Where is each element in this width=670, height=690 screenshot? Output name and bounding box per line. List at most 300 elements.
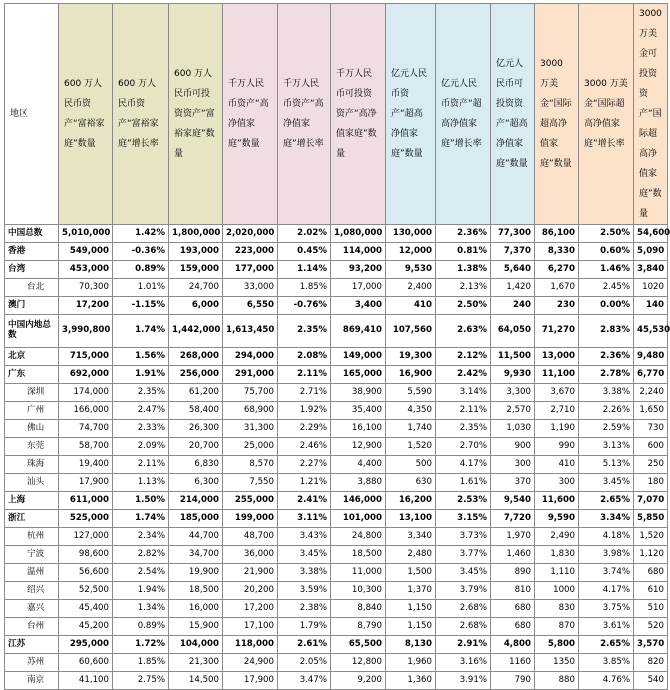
value-cell: 2.02%: [278, 225, 331, 243]
value-cell: 2.46%: [278, 438, 331, 456]
value-cell: 2.68%: [436, 618, 491, 636]
region-cell: 台湾: [5, 261, 59, 279]
region-cell: 广州: [5, 402, 59, 420]
value-cell: 870: [535, 618, 579, 636]
header-cell-region: 地区: [5, 4, 59, 225]
value-cell: 74,700: [59, 420, 113, 438]
value-cell: 3,880: [331, 474, 386, 492]
value-cell: 31,300: [223, 420, 278, 438]
region-cell: 嘉兴: [5, 600, 59, 618]
value-cell: 16,000: [169, 600, 223, 618]
value-cell: 1,613,450: [223, 315, 278, 348]
value-cell: 294,000: [223, 348, 278, 366]
value-cell: 1,740: [386, 420, 436, 438]
header-cell: 3000 万美金“国际超高净值家庭”数量: [535, 4, 579, 225]
value-cell: 3.75%: [579, 600, 634, 618]
value-cell: 71,270: [535, 315, 579, 348]
header-cell: 600 万人民币可投资资产“富裕家庭”数量: [169, 4, 223, 225]
value-cell: 1160: [491, 654, 535, 672]
value-cell: 17,900: [223, 672, 278, 690]
value-cell: 9,530: [386, 261, 436, 279]
value-cell: 14,500: [169, 672, 223, 690]
value-cell: 166,000: [59, 402, 113, 420]
value-cell: 1,960: [386, 654, 436, 672]
value-cell: 2.47%: [113, 402, 169, 420]
region-cell: 绍兴: [5, 582, 59, 600]
value-cell: 34,700: [169, 546, 223, 564]
table-row: [5, 528, 668, 546]
value-cell: 48,700: [223, 528, 278, 546]
value-cell: 6,270: [535, 261, 579, 279]
value-cell: 3.11%: [278, 510, 331, 528]
value-cell: 1.92%: [278, 402, 331, 420]
value-cell: 20,700: [169, 438, 223, 456]
value-cell: 1.74%: [113, 510, 169, 528]
value-cell: 10,300: [331, 582, 386, 600]
value-cell: 114,000: [331, 243, 386, 261]
value-cell: 146,000: [331, 492, 386, 510]
value-cell: 1,520: [634, 528, 668, 546]
header-cell: 亿元人民币资产“超高净值家庭”数量: [386, 4, 436, 225]
value-cell: 3,300: [491, 384, 535, 402]
value-cell: 3.38%: [278, 564, 331, 582]
value-cell: 1,080,000: [331, 225, 386, 243]
table-row: [5, 384, 668, 402]
value-cell: 177,000: [223, 261, 278, 279]
value-cell: 24,900: [223, 654, 278, 672]
value-cell: 20,200: [223, 582, 278, 600]
wealth-statistics-table: [4, 3, 668, 690]
value-cell: 2.34%: [113, 528, 169, 546]
region-cell: 珠海: [5, 456, 59, 474]
value-cell: 3.79%: [436, 582, 491, 600]
value-cell: 16,100: [331, 420, 386, 438]
value-cell: 1,120: [634, 546, 668, 564]
value-cell: 12,900: [331, 438, 386, 456]
value-cell: 5,590: [386, 384, 436, 402]
table-row: [5, 600, 668, 618]
value-cell: 1.94%: [113, 582, 169, 600]
value-cell: 2.68%: [436, 600, 491, 618]
value-cell: 64,050: [491, 315, 535, 348]
value-cell: 1020: [634, 279, 668, 297]
value-cell: 18,500: [331, 546, 386, 564]
value-cell: 2.53%: [436, 492, 491, 510]
value-cell: 70,300: [59, 279, 113, 297]
value-cell: 500: [386, 456, 436, 474]
value-cell: 610: [634, 582, 668, 600]
value-cell: 900: [491, 438, 535, 456]
table-row: [5, 456, 668, 474]
value-cell: 1,110: [535, 564, 579, 582]
value-cell: 1.74%: [113, 315, 169, 348]
value-cell: 3.15%: [436, 510, 491, 528]
value-cell: 18,500: [169, 582, 223, 600]
value-cell: 3.61%: [579, 618, 634, 636]
value-cell: 3.59%: [278, 582, 331, 600]
value-cell: 611,000: [59, 492, 113, 510]
value-cell: 1,030: [491, 420, 535, 438]
region-cell: 苏州: [5, 654, 59, 672]
value-cell: 3,570: [634, 636, 668, 654]
value-cell: 250: [634, 456, 668, 474]
value-cell: 510: [634, 600, 668, 618]
value-cell: 68,900: [223, 402, 278, 420]
value-cell: 16,900: [386, 366, 436, 384]
value-cell: 7,720: [491, 510, 535, 528]
value-cell: 19,900: [169, 564, 223, 582]
region-cell: 澳门: [5, 297, 59, 315]
value-cell: 2,480: [386, 546, 436, 564]
value-cell: 600: [634, 438, 668, 456]
value-cell: 199,000: [223, 510, 278, 528]
value-cell: 1.85%: [113, 654, 169, 672]
value-cell: 61,200: [169, 384, 223, 402]
region-cell: 宁波: [5, 546, 59, 564]
value-cell: 13,100: [386, 510, 436, 528]
value-cell: 1.85%: [278, 279, 331, 297]
value-cell: 3,990,800: [59, 315, 113, 348]
value-cell: 1.61%: [436, 474, 491, 492]
table-row: [5, 672, 668, 690]
value-cell: 525,000: [59, 510, 113, 528]
value-cell: 1,360: [386, 672, 436, 690]
value-cell: 214,000: [169, 492, 223, 510]
value-cell: 3.45%: [278, 546, 331, 564]
value-cell: 1.13%: [113, 474, 169, 492]
value-cell: 45,200: [59, 618, 113, 636]
value-cell: 295,000: [59, 636, 113, 654]
value-cell: 2.29%: [278, 420, 331, 438]
value-cell: 4,800: [491, 636, 535, 654]
region-cell: 中国总数: [5, 225, 59, 243]
value-cell: 4,350: [386, 402, 436, 420]
value-cell: 410: [386, 297, 436, 315]
value-cell: 2.82%: [113, 546, 169, 564]
value-cell: 1.72%: [113, 636, 169, 654]
value-cell: 830: [535, 600, 579, 618]
value-cell: 3.73%: [436, 528, 491, 546]
value-cell: 3.43%: [278, 528, 331, 546]
value-cell: 2.27%: [278, 456, 331, 474]
value-cell: 2.33%: [113, 420, 169, 438]
region-cell: 北京: [5, 348, 59, 366]
value-cell: 1000: [535, 582, 579, 600]
region-cell: 浙江: [5, 510, 59, 528]
value-cell: 4.17%: [579, 582, 634, 600]
value-cell: 240: [491, 297, 535, 315]
value-cell: 2.65%: [579, 492, 634, 510]
value-cell: 3.74%: [579, 564, 634, 582]
table-row: [5, 546, 668, 564]
value-cell: 6,300: [169, 474, 223, 492]
value-cell: 2.11%: [436, 402, 491, 420]
value-cell: 2.83%: [579, 315, 634, 348]
value-cell: 2.35%: [436, 420, 491, 438]
value-cell: 1,442,000: [169, 315, 223, 348]
value-cell: 692,000: [59, 366, 113, 384]
value-cell: 15,900: [169, 618, 223, 636]
value-cell: 1.34%: [113, 600, 169, 618]
value-cell: 16,200: [386, 492, 436, 510]
value-cell: 2,240: [634, 384, 668, 402]
value-cell: 2.13%: [436, 279, 491, 297]
value-cell: 410: [535, 456, 579, 474]
value-cell: 0.89%: [113, 618, 169, 636]
value-cell: 11,000: [331, 564, 386, 582]
value-cell: 2.08%: [278, 348, 331, 366]
table-row: [5, 261, 668, 279]
value-cell: 6,550: [223, 297, 278, 315]
value-cell: 1,420: [491, 279, 535, 297]
value-cell: 2.26%: [579, 402, 634, 420]
value-cell: 3.14%: [436, 384, 491, 402]
value-cell: 25,000: [223, 438, 278, 456]
value-cell: 9,200: [331, 672, 386, 690]
value-cell: 180: [634, 474, 668, 492]
value-cell: 11,600: [535, 492, 579, 510]
header-cell: 600 万人民币资产“富裕家庭”数量: [59, 4, 113, 225]
value-cell: 21,300: [169, 654, 223, 672]
region-cell: 深圳: [5, 384, 59, 402]
value-cell: 12,000: [386, 243, 436, 261]
header-cell: 千万人民币可投资资产“高净值家庭”数量: [331, 4, 386, 225]
value-cell: 990: [535, 438, 579, 456]
table-row: [5, 366, 668, 384]
value-cell: 2.50%: [436, 297, 491, 315]
value-cell: 77,300: [491, 225, 535, 243]
value-cell: 370: [491, 474, 535, 492]
value-cell: 3.45%: [436, 564, 491, 582]
value-cell: 2.11%: [278, 366, 331, 384]
value-cell: 7,550: [223, 474, 278, 492]
table-row: [5, 636, 668, 654]
value-cell: 7,370: [491, 243, 535, 261]
value-cell: 2.09%: [113, 438, 169, 456]
value-cell: 35,400: [331, 402, 386, 420]
header-cell: 亿元人民币资产“超高净值家庭”增长率: [436, 4, 491, 225]
value-cell: -0.36%: [113, 243, 169, 261]
value-cell: 6,830: [169, 456, 223, 474]
region-cell: 中国内地总数: [5, 315, 59, 348]
value-cell: 4.17%: [436, 456, 491, 474]
value-cell: 2.75%: [113, 672, 169, 690]
value-cell: 0.60%: [579, 243, 634, 261]
value-cell: 3,340: [386, 528, 436, 546]
value-cell: 2,020,000: [223, 225, 278, 243]
value-cell: 2.54%: [113, 564, 169, 582]
value-cell: 45,400: [59, 600, 113, 618]
value-cell: 41,100: [59, 672, 113, 690]
value-cell: 0.00%: [579, 297, 634, 315]
value-cell: 1,500: [386, 564, 436, 582]
header-cell: 3000 万美金可投资资产“国际超高净值家庭”数量: [634, 4, 668, 225]
value-cell: 2,710: [535, 402, 579, 420]
value-cell: 75,700: [223, 384, 278, 402]
value-cell: 256,000: [169, 366, 223, 384]
value-cell: 268,000: [169, 348, 223, 366]
header-row: [5, 4, 668, 225]
value-cell: 17,000: [331, 279, 386, 297]
value-cell: 3,400: [331, 297, 386, 315]
value-cell: 1,150: [386, 618, 436, 636]
value-cell: 58,700: [59, 438, 113, 456]
value-cell: 45,530: [634, 315, 668, 348]
value-cell: 3.85%: [579, 654, 634, 672]
value-cell: 104,000: [169, 636, 223, 654]
value-cell: 2.36%: [436, 225, 491, 243]
value-cell: 3.13%: [579, 438, 634, 456]
value-cell: 6,770: [634, 366, 668, 384]
value-cell: 58,400: [169, 402, 223, 420]
value-cell: 17,200: [59, 297, 113, 315]
header-cell: 600 万人民币资产“富裕家庭”增长率: [113, 4, 169, 225]
value-cell: 2.38%: [278, 600, 331, 618]
value-cell: 1,190: [535, 420, 579, 438]
table-row: [5, 510, 668, 528]
value-cell: 790: [491, 672, 535, 690]
value-cell: 98,600: [59, 546, 113, 564]
region-cell: 香港: [5, 243, 59, 261]
value-cell: 2.42%: [436, 366, 491, 384]
value-cell: 130,000: [386, 225, 436, 243]
value-cell: 26,300: [169, 420, 223, 438]
value-cell: 0.89%: [113, 261, 169, 279]
value-cell: 230: [535, 297, 579, 315]
region-cell: 温州: [5, 564, 59, 582]
value-cell: 2.61%: [278, 636, 331, 654]
table-row: [5, 474, 668, 492]
value-cell: 1.38%: [436, 261, 491, 279]
value-cell: 56,600: [59, 564, 113, 582]
table-row: [5, 297, 668, 315]
table-row: [5, 438, 668, 456]
value-cell: 3.91%: [436, 672, 491, 690]
value-cell: 1.79%: [278, 618, 331, 636]
value-cell: 2.11%: [113, 456, 169, 474]
value-cell: 5.13%: [579, 456, 634, 474]
value-cell: 890: [491, 564, 535, 582]
value-cell: 1.91%: [113, 366, 169, 384]
value-cell: 165,000: [331, 366, 386, 384]
value-cell: 127,000: [59, 528, 113, 546]
value-cell: 520: [634, 618, 668, 636]
value-cell: 2.50%: [579, 225, 634, 243]
value-cell: 11,500: [491, 348, 535, 366]
value-cell: 2.78%: [579, 366, 634, 384]
value-cell: 9,480: [634, 348, 668, 366]
value-cell: 223,000: [223, 243, 278, 261]
value-cell: 540: [634, 672, 668, 690]
value-cell: 1,670: [535, 279, 579, 297]
value-cell: 9,590: [535, 510, 579, 528]
value-cell: 2.12%: [436, 348, 491, 366]
value-cell: 1.01%: [113, 279, 169, 297]
value-cell: 810: [491, 582, 535, 600]
value-cell: 1.46%: [579, 261, 634, 279]
value-cell: 1,520: [386, 438, 436, 456]
value-cell: 2,490: [535, 528, 579, 546]
value-cell: 5,800: [535, 636, 579, 654]
table-row: [5, 315, 668, 348]
value-cell: 2,400: [386, 279, 436, 297]
value-cell: 3.77%: [436, 546, 491, 564]
region-cell: 汕头: [5, 474, 59, 492]
value-cell: 880: [535, 672, 579, 690]
value-cell: 3.38%: [579, 384, 634, 402]
value-cell: 13,000: [535, 348, 579, 366]
value-cell: 1350: [535, 654, 579, 672]
value-cell: 1.21%: [278, 474, 331, 492]
header-cell: 3000 万美金“国际超高净值家庭”增长率: [579, 4, 634, 225]
value-cell: 93,200: [331, 261, 386, 279]
value-cell: 1,800,000: [169, 225, 223, 243]
value-cell: 17,200: [223, 600, 278, 618]
value-cell: 2.36%: [579, 348, 634, 366]
value-cell: 24,800: [331, 528, 386, 546]
table-row: [5, 492, 668, 510]
table-row: [5, 348, 668, 366]
value-cell: 140: [634, 297, 668, 315]
value-cell: 2.63%: [436, 315, 491, 348]
value-cell: 38,900: [331, 384, 386, 402]
value-cell: 193,000: [169, 243, 223, 261]
value-cell: 1,460: [491, 546, 535, 564]
value-cell: 2.70%: [436, 438, 491, 456]
value-cell: 17,100: [223, 618, 278, 636]
value-cell: 1,370: [386, 582, 436, 600]
value-cell: 2.41%: [278, 492, 331, 510]
value-cell: 11,100: [535, 366, 579, 384]
value-cell: 60,600: [59, 654, 113, 672]
value-cell: -1.15%: [113, 297, 169, 315]
table-row: [5, 402, 668, 420]
value-cell: 680: [491, 618, 535, 636]
header-cell: 千万人民币资产“高净值家庭”增长率: [278, 4, 331, 225]
value-cell: 3.47%: [278, 672, 331, 690]
value-cell: 8,330: [535, 243, 579, 261]
region-cell: 东莞: [5, 438, 59, 456]
region-cell: 上海: [5, 492, 59, 510]
table-body: [5, 225, 668, 690]
table-row: [5, 279, 668, 297]
region-cell: 南京: [5, 672, 59, 690]
value-cell: 17,900: [59, 474, 113, 492]
value-cell: 1,650: [634, 402, 668, 420]
value-cell: 4,400: [331, 456, 386, 474]
value-cell: 453,000: [59, 261, 113, 279]
value-cell: 5,010,000: [59, 225, 113, 243]
value-cell: 8,130: [386, 636, 436, 654]
value-cell: 118,000: [223, 636, 278, 654]
value-cell: 2,570: [491, 402, 535, 420]
value-cell: 52,500: [59, 582, 113, 600]
region-cell: 江苏: [5, 636, 59, 654]
value-cell: 2.65%: [579, 636, 634, 654]
value-cell: 101,000: [331, 510, 386, 528]
value-cell: 19,400: [59, 456, 113, 474]
header-cell: 千万人民币资产“高净值家庭”数量: [223, 4, 278, 225]
region-cell: 佛山: [5, 420, 59, 438]
table-row: [5, 564, 668, 582]
header-cell: 亿元人民币可投资资产“超高净值家庭”数量: [491, 4, 535, 225]
value-cell: 174,000: [59, 384, 113, 402]
value-cell: 1,970: [491, 528, 535, 546]
value-cell: 0.81%: [436, 243, 491, 261]
value-cell: 1.56%: [113, 348, 169, 366]
value-cell: 21,900: [223, 564, 278, 582]
value-cell: 33,000: [223, 279, 278, 297]
